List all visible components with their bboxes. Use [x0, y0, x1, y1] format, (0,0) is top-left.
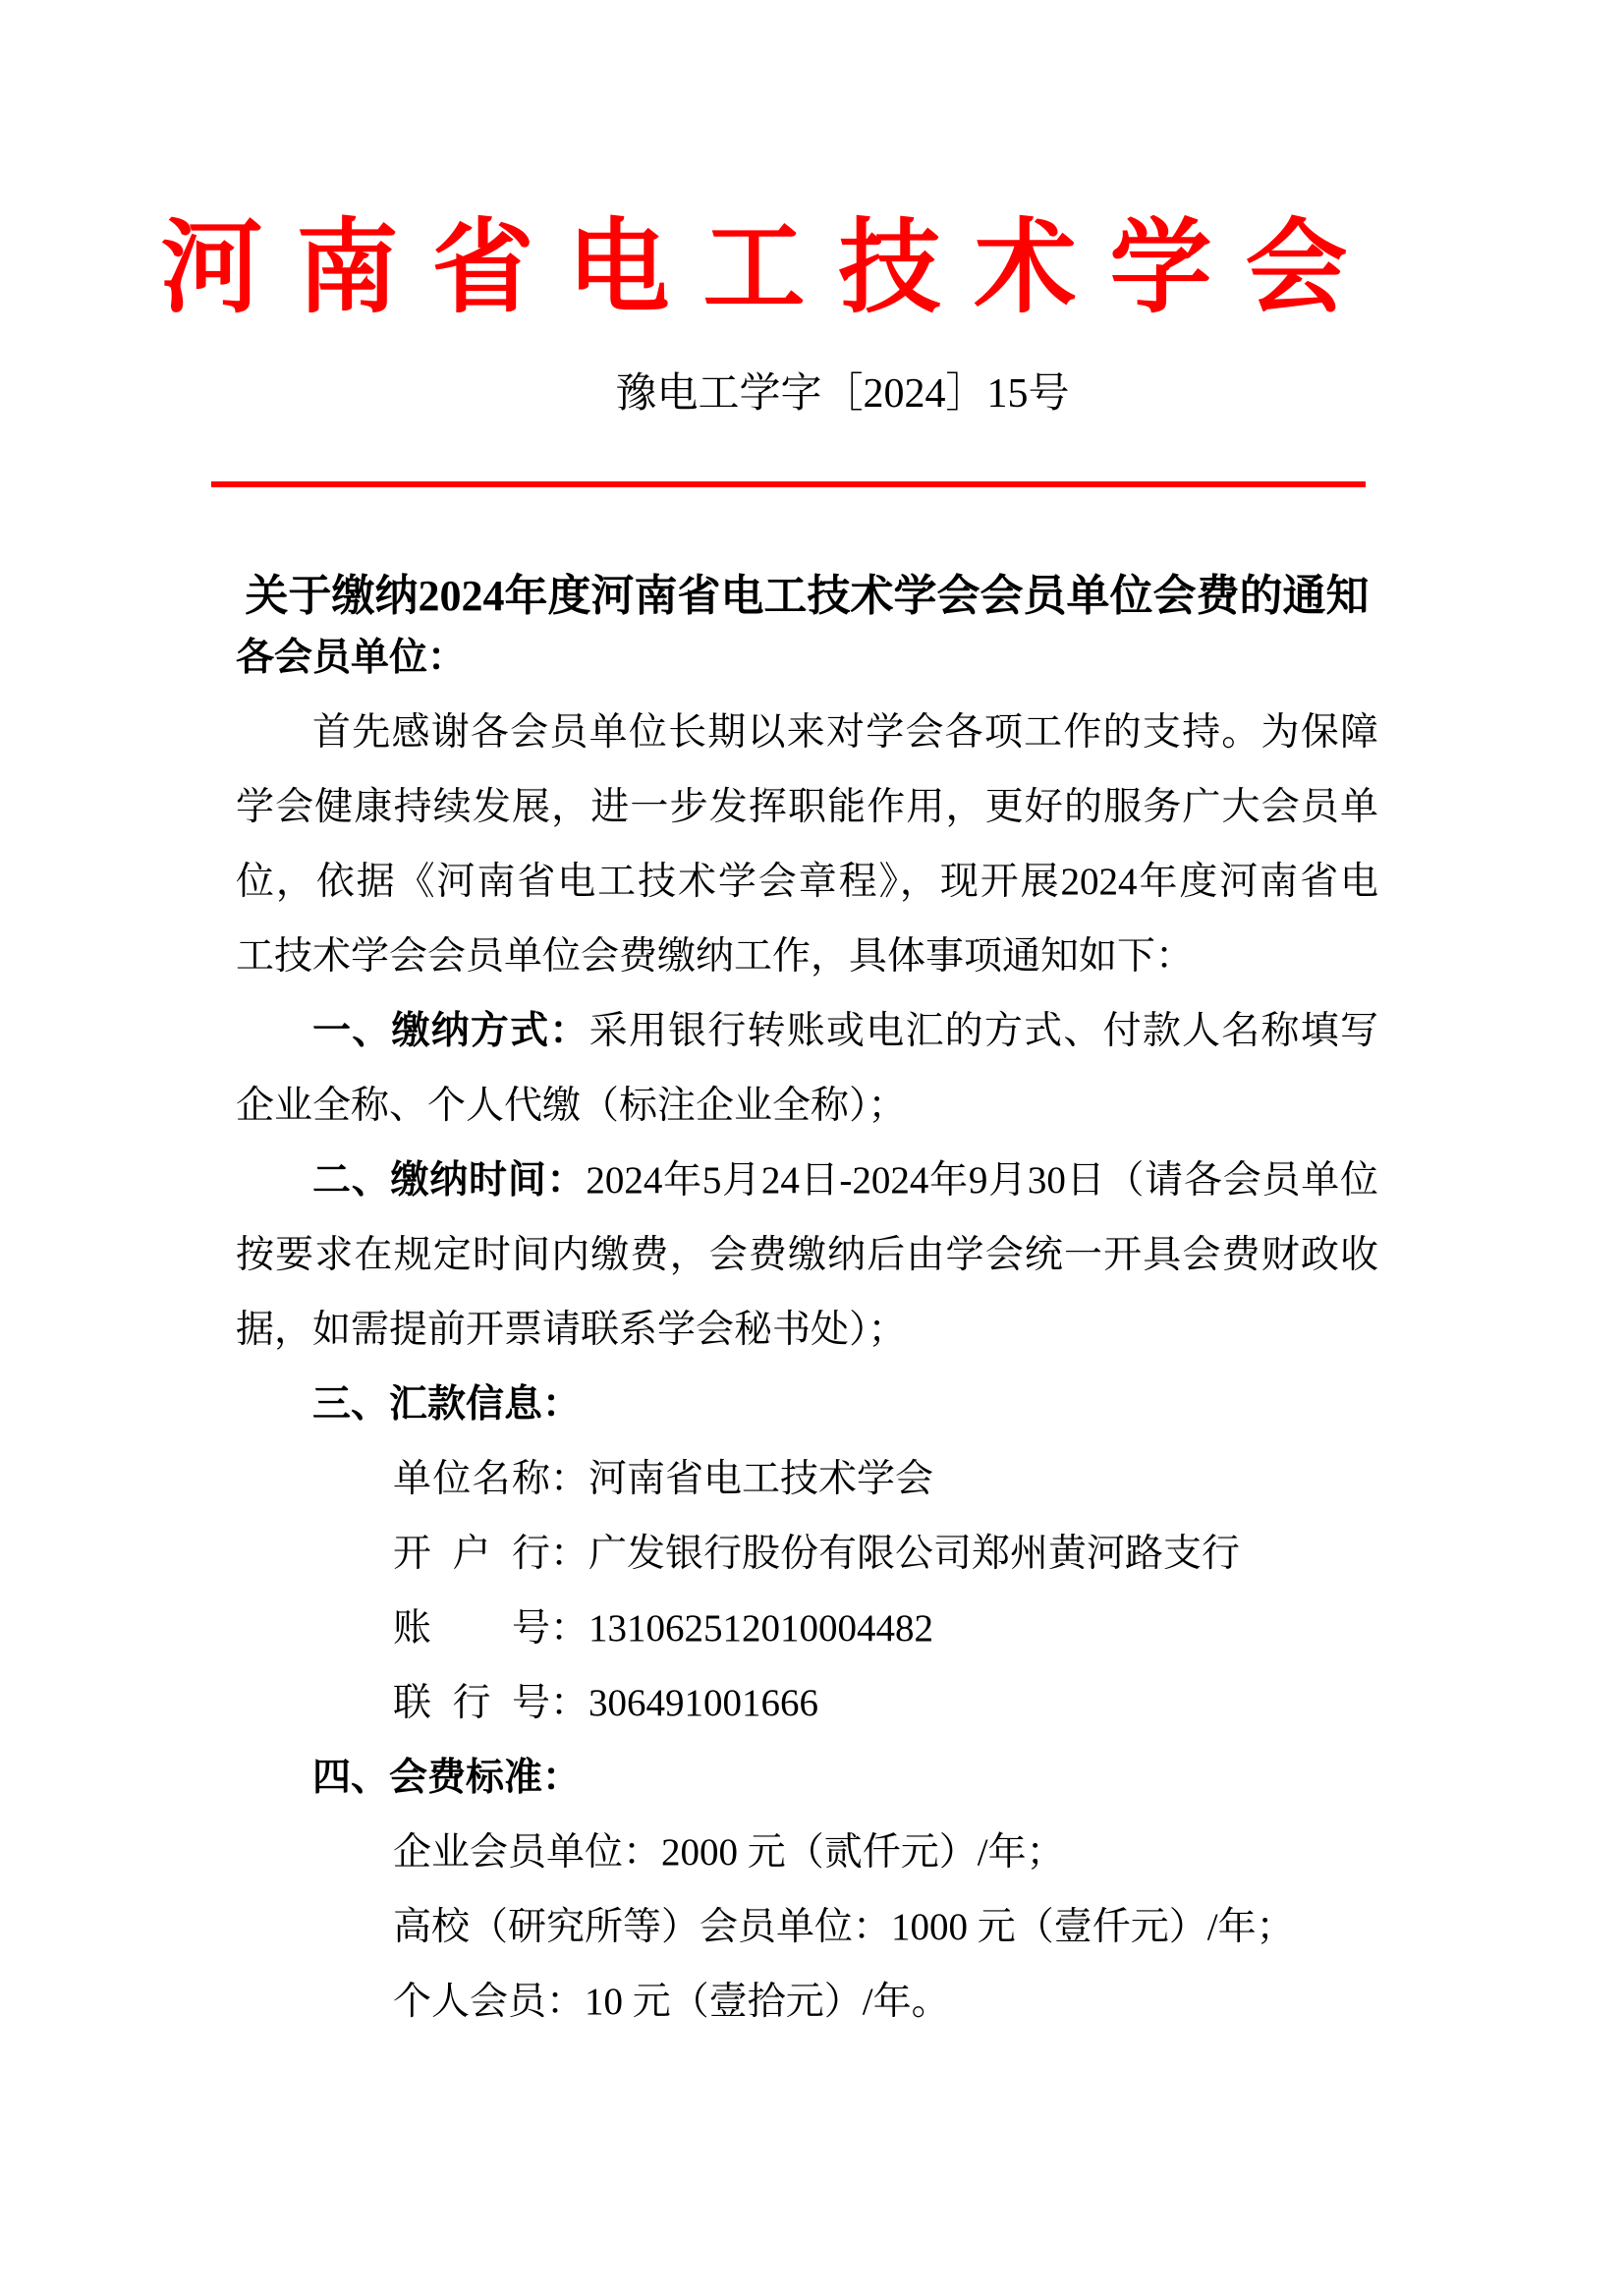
body-line [236, 696, 1378, 770]
red-divider-rule [211, 481, 1366, 487]
body-line [236, 845, 1378, 920]
notice-body [236, 621, 1378, 2040]
body-text: 按要求在规定时间内缴费，会费缴纳后由学会统一开具会费财政收 [236, 1234, 1378, 1276]
body-line [236, 1293, 1378, 1368]
remittance-label: 账号 [393, 1607, 550, 1650]
salutation: 各会员单位： [236, 637, 467, 679]
body-line-item-3 [236, 1368, 1378, 1442]
body-text: 企业全称、个人代缴（标注企业全称）； [236, 1085, 907, 1127]
body-line [236, 1069, 1378, 1144]
colon: ： [550, 1458, 589, 1500]
body-text: 2024年5月24日-2024年9月30日（请各会员单位 [586, 1159, 1378, 1202]
body-line-item-4 [236, 1741, 1378, 1816]
remittance-row-account-name [236, 1442, 1378, 1517]
body-line [236, 1218, 1378, 1293]
remittance-label: 单位名称 [393, 1458, 550, 1500]
colon: ： [550, 1607, 589, 1650]
fee-row-individual [236, 1965, 1378, 2040]
remittance-label: 开户行 [393, 1533, 550, 1575]
colon: ： [550, 1533, 589, 1575]
body-text: 位，依据《河南省电工技术学会章程》，现开展2024年度河南省电 [236, 861, 1378, 903]
fee-row-university [236, 1890, 1378, 1965]
body-text: 采用银行转账或电汇的方式、付款人名称填写 [588, 1010, 1378, 1052]
fee-text: 个人会员：10 元（壹拾元）/年。 [393, 1981, 950, 2023]
fee-text: 企业会员单位：2000 元（贰仟元）/年； [393, 1831, 1065, 1874]
remittance-row-bank-code [236, 1666, 1378, 1741]
body-line-item-2 [236, 1144, 1378, 1218]
item-2-label: 二、缴纳时间： [312, 1159, 587, 1202]
item-1-label: 一、缴纳方式： [312, 1010, 589, 1052]
item-3-label: 三、汇款信息： [312, 1383, 582, 1426]
remittance-row-account-number [236, 1592, 1378, 1666]
organization-title: 河南省电工技术学会 [160, 212, 1381, 325]
remittance-row-bank [236, 1517, 1378, 1592]
body-text: 工技术学会会员单位会费缴纳工作，具体事项通知如下： [236, 935, 1195, 978]
body-line [236, 770, 1378, 845]
remittance-label: 联行号 [393, 1682, 550, 1724]
salutation-line [236, 621, 1378, 696]
document-number: 豫电工学字［2024］15号 [615, 371, 1070, 417]
remittance-value: 131062512010004482 [588, 1607, 934, 1650]
body-line-item-1 [236, 994, 1378, 1069]
remittance-value: 306491001666 [588, 1682, 819, 1724]
document-content [236, 481, 1378, 2040]
body-text: 首先感谢各会员单位长期以来对学会各项工作的支持。为保障 [312, 711, 1378, 754]
notice-title: 关于缴纳2024年度河南省电工技术学会会员单位会费的通知 [245, 572, 1370, 620]
fee-row-enterprise [236, 1816, 1378, 1890]
fee-text: 高校（研究所等）会员单位：1000 元（壹仟元）/年； [393, 1906, 1295, 1948]
body-text: 学会健康持续发展，进一步发挥职能作用，更好的服务广大会员单 [236, 786, 1378, 828]
body-line [236, 920, 1378, 994]
remittance-value: 河南省电工技术学会 [588, 1458, 934, 1500]
item-4-label: 四、会费标准： [312, 1757, 582, 1799]
body-text: 据，如需提前开票请联系学会秘书处）； [236, 1309, 907, 1351]
colon: ： [550, 1682, 589, 1724]
remittance-value: 广发银行股份有限公司郑州黄河路支行 [588, 1533, 1241, 1575]
